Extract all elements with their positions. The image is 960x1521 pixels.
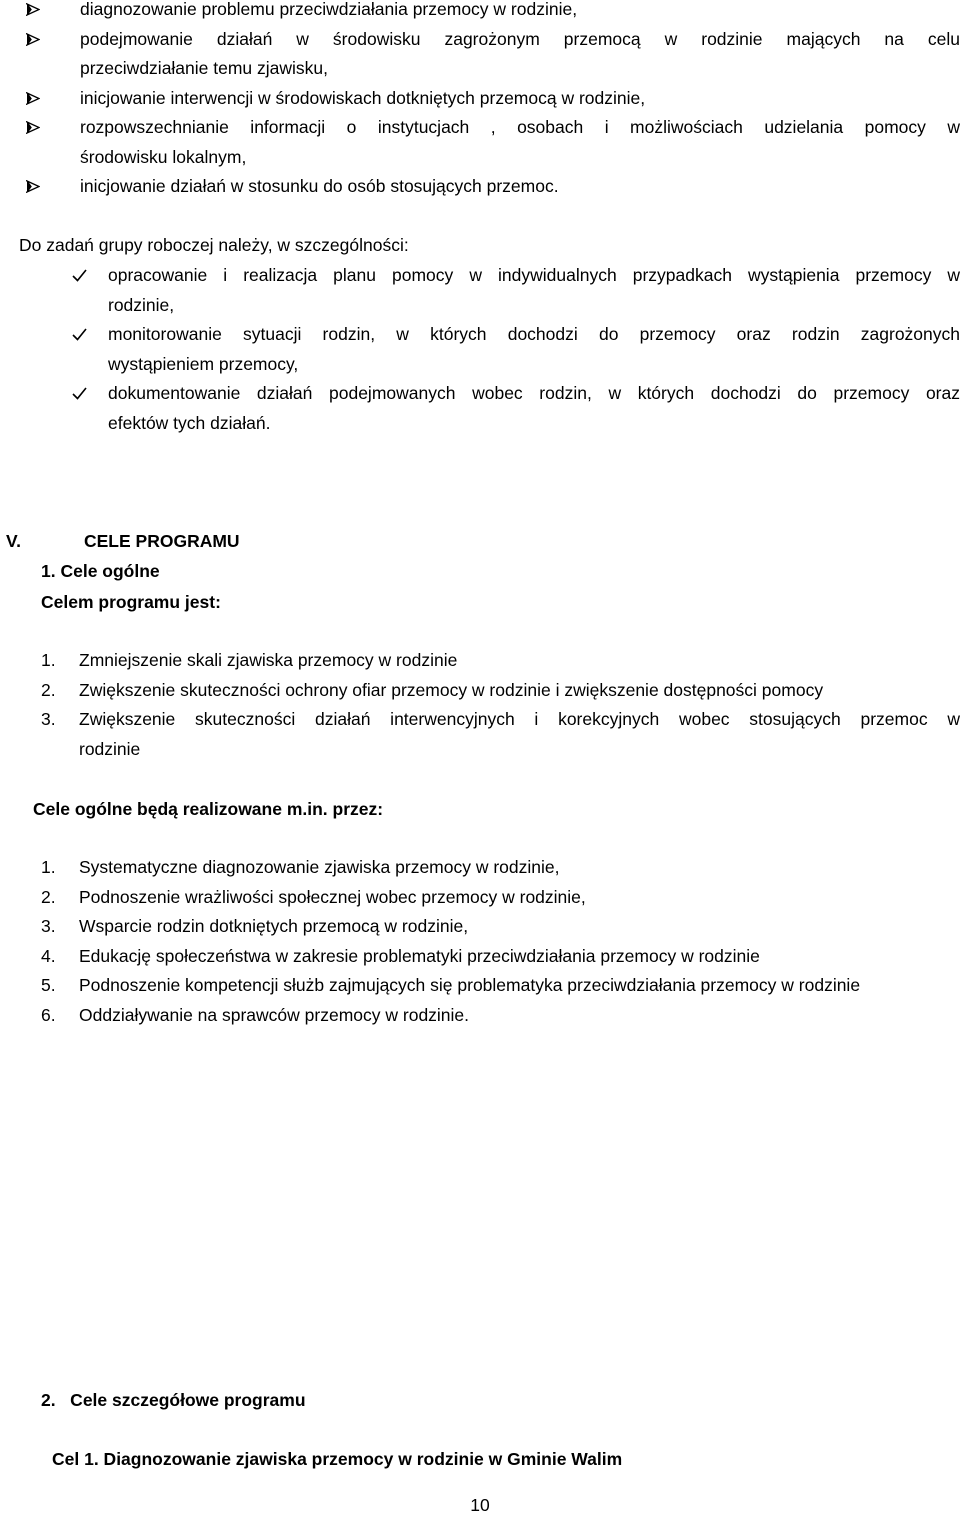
list-item (72, 379, 960, 438)
section-title: CELE PROGRAMU (84, 531, 240, 551)
list-item-text: diagnozowanie problemu przeciwdziałania przemocy w rodzinie, (80, 0, 578, 19)
working-group-intro: Do zadań grupy roboczej należy, w szczególności: (19, 235, 409, 255)
arrow-bullet-icon (26, 0, 48, 25)
realized-heading: Cele ogólne będą realizowane m.in. przez: (33, 799, 384, 819)
list-item-text: Oddziaływanie na sprawców przemocy w rodzinie. (79, 1004, 470, 1025)
list-item-text: Systematyczne diagnozowanie zjawiska przemocy w rodzinie, (79, 857, 560, 877)
list-item (41, 676, 960, 706)
list-item (41, 853, 960, 883)
list-item-text: środowisku lokalnym, (80, 146, 247, 167)
arrow-bullet-icon (26, 84, 48, 114)
list-item-text: rozpowszechnianie informacji o instytucjach , osobach i możliwościach udzielania pomocy w (80, 117, 960, 137)
list-item-text: wystąpieniem przemocy, (108, 353, 299, 374)
goals-lead: Celem programu jest: (41, 592, 221, 612)
arrow-bullet-icon (26, 25, 48, 55)
list-item (72, 320, 960, 379)
list-item (26, 84, 960, 114)
list-item-text: rodzinie (79, 738, 141, 759)
list-item-text: rodzinie, (108, 294, 175, 315)
arrow-bullet-icon (26, 172, 48, 202)
section-numeral: V. (6, 531, 21, 551)
list-item (41, 912, 960, 942)
list-item (41, 705, 960, 764)
page-number: 10 (470, 1495, 490, 1515)
goal-1-heading: Cel 1. Diagnozowanie zjawiska przemocy w rodzinie w Gminie Walim (52, 1449, 623, 1469)
list-number: 4. (41, 945, 56, 966)
checkmark-icon (72, 320, 94, 350)
list-item-text: Zwiększenie skuteczności działań interwencyjnych i korekcyjnych wobec stosujących przemoc w (79, 709, 960, 729)
list-item-text: Wsparcie rodzin dotkniętych przemocą w rodzinie, (79, 916, 469, 936)
list-item (41, 883, 960, 913)
arrow-bullet-icon (26, 113, 48, 143)
list-item-text: Zmniejszenie skali zjawiska przemocy w rodzinie (79, 650, 458, 670)
list-item-text: Zwiększenie skuteczności ochrony ofiar przemocy w rodzinie i zwiększenie dostępności pomocy (79, 679, 824, 700)
subsection-heading-2: 2. Cele szczegółowe programu (41, 1390, 306, 1410)
checkmark-icon (72, 379, 94, 409)
list-number: 6. (41, 1004, 56, 1025)
list-item (26, 172, 960, 202)
list-number: 2. (41, 886, 56, 907)
list-item-text: Podnoszenie kompetencji służb zajmujących się problematyka przeciwdziałania przemocy w rodzinie (79, 975, 861, 995)
list-item-text: inicjowanie interwencji w środowiskach dotkniętych przemocą w rodzinie, (80, 87, 646, 108)
list-item-text: przeciwdziałanie temu zjawisku, (80, 58, 329, 78)
list-item-text: Podnoszenie wrażliwości społecznej wobec przemocy w rodzinie, (79, 886, 586, 907)
subsection-heading: 1. Cele ogólne (41, 561, 160, 581)
list-number: 3. (41, 916, 56, 936)
list-item (26, 0, 960, 25)
list-item (41, 646, 960, 676)
list-item-text: monitorowanie sytuacji rodzin, w których dochodzi do przemocy oraz rodzin zagrożonych (108, 324, 960, 344)
list-number: 2. (41, 679, 56, 700)
list-number: 1. (41, 857, 56, 877)
list-item-text: inicjowanie działań w stosunku do osób stosujących przemoc. (80, 176, 559, 196)
list-item-text: opracowanie i realizacja planu pomocy w indywidualnych przypadkach wystąpienia przemocy w (108, 265, 960, 285)
list-number: 1. (41, 650, 56, 670)
list-item (26, 25, 960, 84)
list-item-text: dokumentowanie działań podejmowanych wobec rodzin, w których dochodzi do przemocy oraz (108, 383, 960, 403)
list-item-text: podejmowanie działań w środowisku zagrożonym przemocą w rodzinie mających na celu (80, 28, 960, 49)
list-number: 5. (41, 975, 56, 995)
list-item (41, 942, 960, 972)
list-item-text: efektów tych działań. (108, 412, 271, 433)
list-item (41, 971, 960, 1001)
list-item (72, 261, 960, 320)
checkmark-icon (72, 261, 94, 291)
list-number: 3. (41, 709, 56, 729)
list-item (26, 113, 960, 172)
list-item-text: Edukację społeczeństwa w zakresie problematyki przeciwdziałania przemocy w rodzinie (79, 945, 760, 966)
list-item (41, 1001, 960, 1031)
